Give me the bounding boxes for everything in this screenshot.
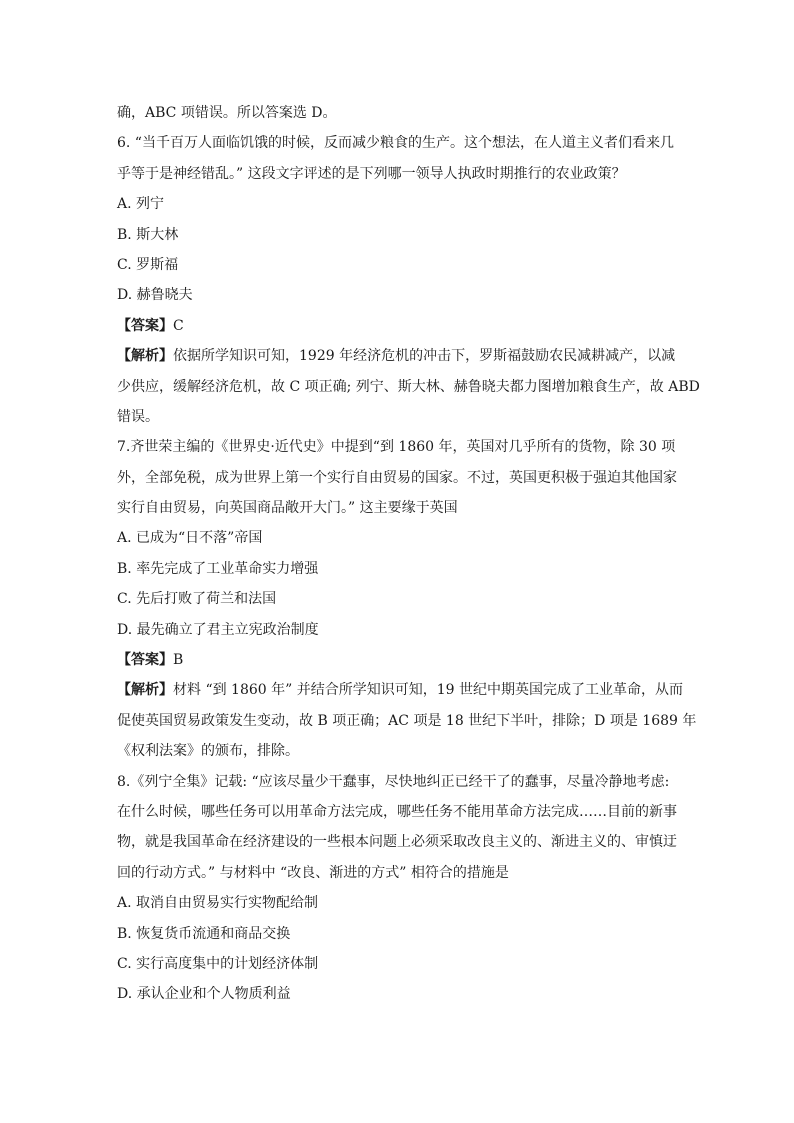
analysis-text: 依据所学知识可知，1929 年经济危机的冲击下，罗斯福鼓励农民减耕减产，以减 <box>173 348 676 365</box>
answer-line <box>117 645 682 675</box>
question-stem-line: 7.齐世荣主编的《世界史·近代史》中提到“到 1860 年，英国对几乎所有的货物，除 30 项 <box>117 439 676 456</box>
answer-value: C <box>173 317 184 334</box>
analysis-line <box>117 675 682 705</box>
question-stem-line: 6. “当千百万人面临饥饿的时候，反而减少粮食的生产。这个想法，在人道主义者们看来几 <box>117 135 674 152</box>
question-6 <box>117 128 700 432</box>
analysis-line: 《权利法案》的颁布，排除。 <box>117 743 299 760</box>
answer-label: 【答案】 <box>117 317 173 334</box>
answer-value: B <box>173 652 184 669</box>
analysis-line: 错误。 <box>117 408 159 425</box>
text-line: 确，ABC 项错误。所以答案选 D。 <box>117 105 337 121</box>
option-c: C. 罗斯福 <box>117 256 179 273</box>
analysis-line: 促使英国贸易政策发生变动，故 B 项正确；AC 项是 18 世纪下半叶，排除；D 项是 1689 年 <box>117 712 697 729</box>
analysis-text: 材料 “到 1860 年” 并结合所学知识可知，19 世纪中期英国完成了工业革命，从而 <box>173 682 684 699</box>
option-a: A. 已成为“日不落”帝国 <box>117 530 263 547</box>
question-stem-line: 乎等于是神经错乱。” 这段文字评述的是下列哪一领导人执政时期推行的农业政策？ <box>117 165 626 182</box>
option-c: C. 实行高度集中的计划经济体制 <box>117 955 319 972</box>
analysis-line <box>117 341 682 371</box>
question-stem-line: 物，就是我国革命在经济建设的一些根本问题上必须采取改良主义的、渐进主义的、审慎迂 <box>117 834 677 851</box>
answer-line <box>117 311 682 341</box>
question-stem-line: 实行自由贸易，向英国商品敞开大门。” 这主要缘于英国 <box>117 500 458 517</box>
question-stem-line: 外，全部免税，成为世界上第一个实行自由贸易的国家。不过，英国更积极于强迫其他国家 <box>117 469 677 486</box>
question-stem-line: 8.《列宁全集》记载: “应该尽量少干蠢事，尽快地纠正已经干了的蠢事，尽量冷静地考虑: <box>117 773 670 790</box>
option-c: C. 先后打败了荷兰和法国 <box>117 591 277 608</box>
analysis-line: 少供应，缓解经济危机，故 C 项正确; 列宁、斯大林、赫鲁晓夫都力图增加粮食生产，故 ABD <box>117 378 700 395</box>
option-b: B. 恢复货币流通和商品交换 <box>117 925 291 942</box>
option-d: D. 承认企业和个人物质利益 <box>117 986 291 1003</box>
option-a: A. 列宁 <box>117 196 165 213</box>
intro-paragraph <box>117 98 682 128</box>
answer-label: 【答案】 <box>117 652 173 669</box>
question-8 <box>117 767 682 1010</box>
option-d: D. 最先确立了君主立宪政治制度 <box>117 621 319 638</box>
question-stem-line: 在什么时候，哪些任务可以用革命方法完成，哪些任务不能用革命方法完成……目前的新事 <box>117 803 677 820</box>
option-b: B. 率先完成了工业革命实力增强 <box>117 560 319 577</box>
question-stem-line: 回的行动方式。” 与材料中 “改良、渐进的方式” 相符合的措施是 <box>117 864 509 881</box>
analysis-label: 【解析】 <box>117 348 173 365</box>
analysis-label: 【解析】 <box>117 682 173 699</box>
option-b: B. 斯大林 <box>117 226 179 243</box>
option-d: D. 赫鲁晓夫 <box>117 287 193 304</box>
option-a: A. 取消自由贸易实行实物配给制 <box>117 895 319 912</box>
document-page <box>117 98 700 1010</box>
question-7 <box>117 432 697 766</box>
